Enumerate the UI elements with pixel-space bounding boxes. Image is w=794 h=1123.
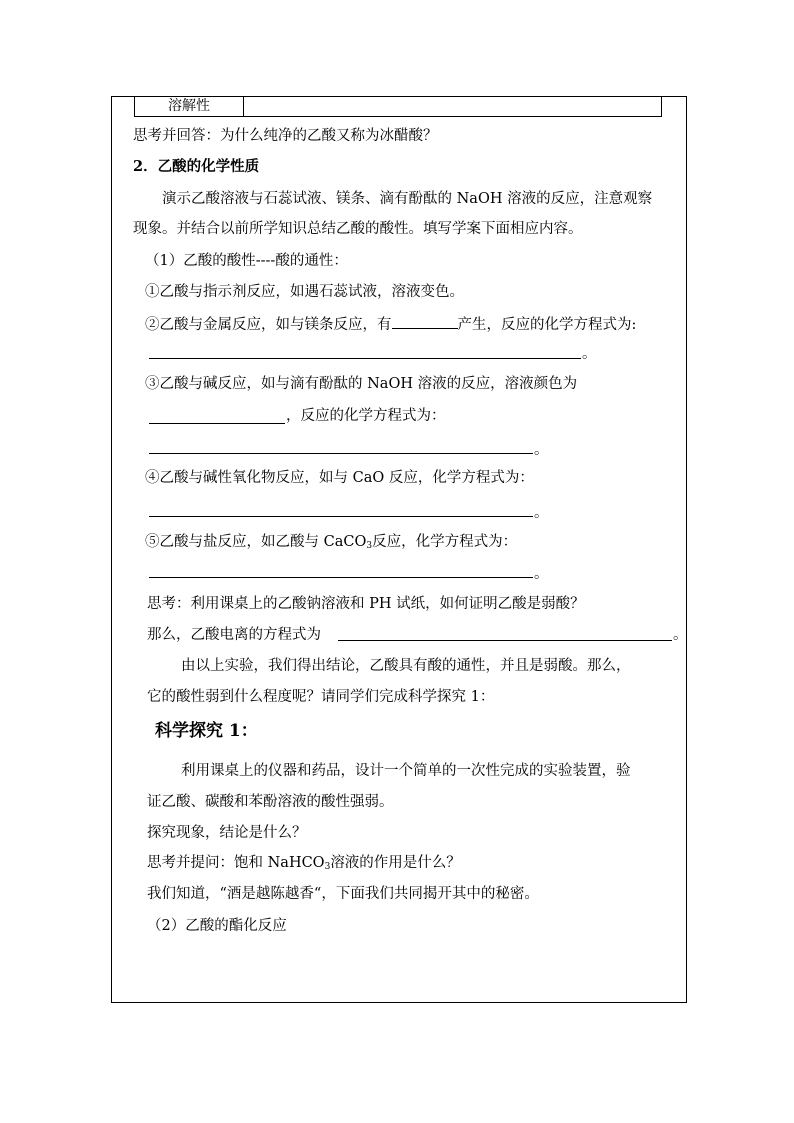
blank-gas[interactable] bbox=[392, 314, 458, 329]
question-glacial: 思考并回答：为什么纯净的乙酸又称为冰醋酸？ bbox=[133, 128, 438, 144]
nahco3-text-a: 思考并提问：饱和 NaHCO bbox=[147, 855, 325, 871]
blank-ionization[interactable] bbox=[338, 640, 672, 641]
item-metal-text-b: 产生，反应的化学方程式为: bbox=[457, 317, 637, 333]
nahco3-sub: 3 bbox=[324, 862, 331, 872]
item-indicator: ①乙酸与指示剂反应，如遇石蕊试液，溶液变色。 bbox=[145, 284, 464, 300]
nahco3-text-b: 溶液的作用是什么？ bbox=[330, 855, 461, 871]
property-table bbox=[134, 96, 662, 117]
item-base: ③乙酸与碱反应，如与滴有酚酞的 NaOH 溶液的反应，溶液颜色为 bbox=[145, 376, 578, 392]
period-2: 。 bbox=[534, 442, 549, 458]
item-salt bbox=[145, 532, 517, 556]
solubility-label: 溶解性 bbox=[135, 96, 244, 116]
explore-question: 探究现象，结论是什么？ bbox=[147, 825, 307, 841]
period-1: 。 bbox=[582, 346, 597, 362]
section-heading-explore: 科学探究 1： bbox=[155, 721, 258, 741]
item-salt-sub: 3 bbox=[366, 541, 373, 551]
wine-text: 我们知道，“酒是越陈越香“，下面我们共同揭开其中的秘密。 bbox=[147, 886, 539, 902]
item-oxide: ④乙酸与碱性氧化物反应，如与 CaO 反应，化学方程式为： bbox=[145, 470, 534, 486]
ionization-text: 那么，乙酸电离的方程式为 bbox=[147, 627, 321, 643]
blank-salt-equation[interactable] bbox=[149, 577, 533, 578]
section-heading-2: 2．乙酸的化学性质 bbox=[133, 158, 260, 175]
item-base-text-b: ，反应的化学方程式为： bbox=[286, 408, 446, 424]
conclusion-1: 由以上实验，我们得出结论，乙酸具有酸的通性，并且是弱酸。那么， bbox=[181, 658, 631, 674]
blank-color[interactable] bbox=[149, 423, 285, 424]
subsection-acidity: （1）乙酸的酸性----酸的通性： bbox=[145, 253, 348, 269]
paragraph-demo-2: 现象。并结合以前所学知识总结乙酸的酸性。填写学案下面相应内容。 bbox=[133, 221, 583, 237]
subsection-esterification: （2）乙酸的酯化反应 bbox=[147, 918, 287, 934]
item-metal-text-a: ②乙酸与金属反应，如与镁条反应，有 bbox=[145, 317, 392, 333]
blank-oxide-equation[interactable] bbox=[149, 516, 533, 517]
blank-base-equation[interactable] bbox=[149, 453, 533, 454]
item-salt-text-b: 反应，化学方程式为： bbox=[372, 534, 518, 550]
paragraph-demo-1: 演示乙酸溶液与石蕊试液、镁条、滴有酚酞的 NaOH 溶液的反应，注意观察 bbox=[162, 191, 653, 207]
item-salt-text-a: ⑤乙酸与盐反应，如乙酸与 CaCO bbox=[145, 534, 367, 550]
period-3: 。 bbox=[534, 505, 549, 521]
nahco3-question bbox=[147, 853, 461, 877]
explore-text-1: 利用课桌上的仪器和药品，设计一个简单的一次性完成的实验装置，验 bbox=[181, 763, 631, 779]
think-weak-acid: 思考：利用课桌上的乙酸钠溶液和 PH 试纸，如何证明乙酸是弱酸？ bbox=[147, 596, 585, 612]
period-4: 。 bbox=[534, 566, 549, 582]
explore-text-2: 证乙酸、碳酸和苯酚溶液的酸性强弱。 bbox=[147, 794, 394, 810]
item-metal bbox=[145, 314, 636, 335]
conclusion-2: 它的酸性弱到什么程度呢？请同学们完成科学探究 1： bbox=[147, 689, 495, 705]
blank-metal-equation[interactable] bbox=[149, 358, 581, 359]
period-5: 。 bbox=[673, 627, 688, 643]
